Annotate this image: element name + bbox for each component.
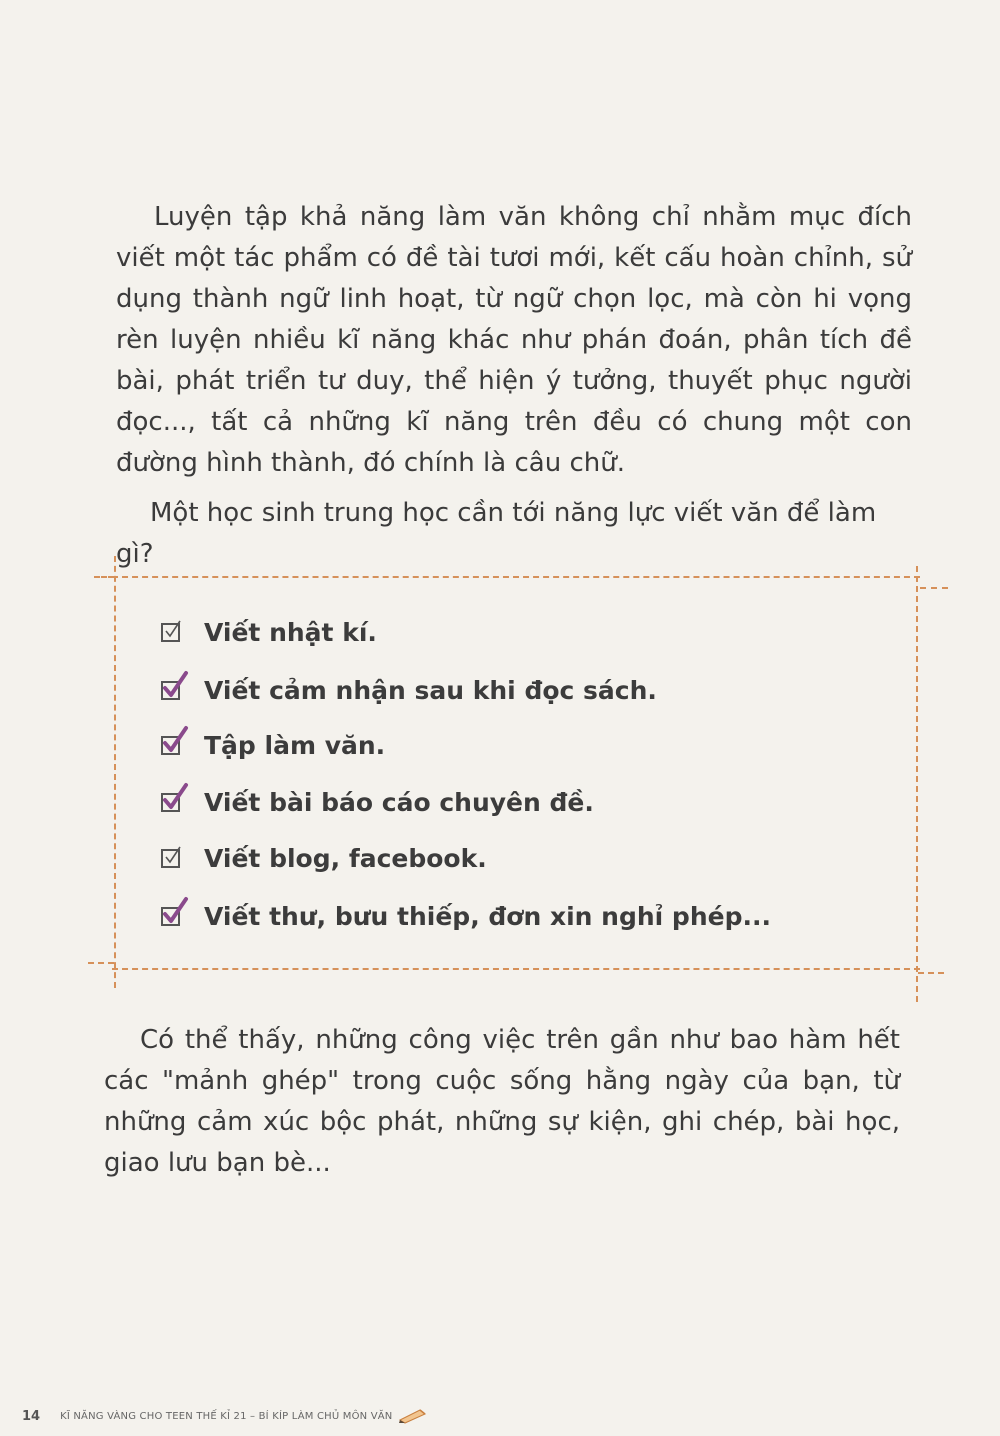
checklist-item-label: Viết cảm nhận sau khi đọc sách. <box>204 675 657 705</box>
checklist-item-label: Viết thư, bưu thiếp, đơn xin nghỉ phép... <box>204 901 771 931</box>
frame-left-edge <box>114 556 116 988</box>
frame-right-edge <box>916 566 918 1002</box>
checkbox-checked-icon <box>158 670 198 710</box>
checkbox-icon <box>158 838 198 878</box>
checkbox-checked-icon <box>158 725 198 765</box>
checklist-item-label: Viết bài báo cáo chuyên đề. <box>204 787 594 817</box>
pencil-icon <box>398 1408 428 1424</box>
checklist-item-label: Viết nhật kí. <box>204 617 377 647</box>
check-mark <box>165 785 186 807</box>
book-title: KĨ NĂNG VÀNG CHO TEEN THẾ KỈ 21 – BÍ KÍP LÀM CHỦ MÔN VĂN <box>60 1410 393 1422</box>
checklist-item <box>158 725 385 765</box>
checklist-item <box>158 896 771 936</box>
frame-corner-mark <box>94 576 114 578</box>
checkbox-checked-icon <box>158 896 198 936</box>
checklist-item-label: Tập làm văn. <box>204 730 386 760</box>
frame-corner-mark <box>920 587 948 589</box>
checklist-item <box>158 838 487 878</box>
checklist-item <box>158 612 377 652</box>
page-number: 14 <box>22 1408 41 1424</box>
page-footer <box>22 1404 428 1428</box>
checkbox-checked-icon <box>158 782 198 822</box>
check-mark <box>165 673 186 695</box>
question-paragraph: Một học sinh trung học cần tới năng lực viết văn để làm gì? <box>116 498 877 569</box>
check-mark <box>165 728 186 750</box>
checkbox-icon <box>158 612 198 652</box>
frame-corner-mark <box>88 962 114 964</box>
check-mark <box>165 899 186 921</box>
frame-corner-mark <box>918 972 944 974</box>
checklist-item <box>158 782 594 822</box>
intro-paragraph: Luyện tập khả năng làm văn không chỉ nhằm mục đích viết một tác phẩm có đề tài tươi mới, kết cấu hoàn chỉnh, sử dụng thành ngữ linh hoạt, từ ngữ chọn lọc, mà còn hi vọng rèn luyện nhiều kĩ năng khác như phán đoán, phân tích đề bài, phát triển tư duy, thể hiện ý tưởng, thuyết phục người đọc..., tất cả những kĩ năng trên đều có chung một con đường hình thành, đó chính là câu chữ. <box>116 202 912 478</box>
closing-paragraph: Có thể thấy, những công việc trên gần như bao hàm hết các "mảnh ghép" trong cuộc sống hằng ngày của bạn, từ những cảm xúc bộc phát, những sự kiện, ghi chép, bài học, giao lưu bạn bè... <box>104 1025 900 1178</box>
checklist-item-label: Viết blog, facebook. <box>204 843 487 873</box>
checklist-item <box>158 670 657 710</box>
